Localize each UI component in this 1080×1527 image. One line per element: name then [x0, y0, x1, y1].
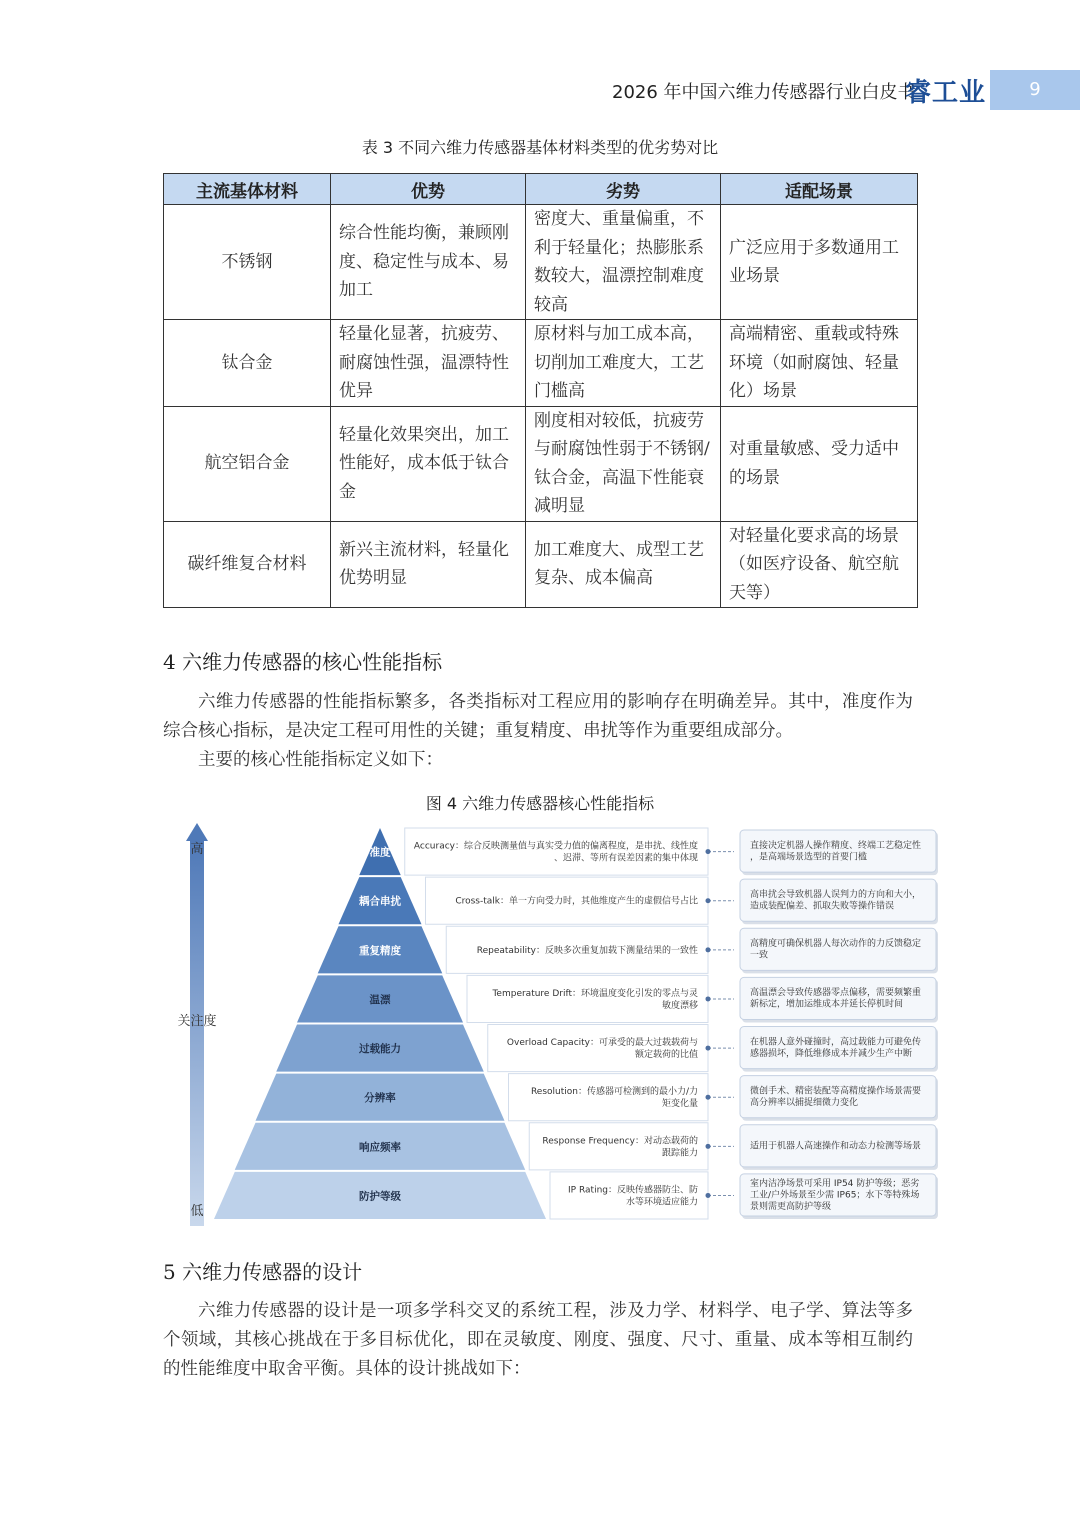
- level-definition: IP Rating：反映传感器防尘、防: [568, 1185, 698, 1196]
- table-cell: 高端精密、重载或特殊环境（如耐腐蚀、轻量化）场景: [721, 320, 918, 407]
- definition-band: [550, 1172, 708, 1219]
- level-impact: 室内洁净场景可采用 IP54 防护等级；恶劣: [750, 1178, 920, 1189]
- connector-dot: [706, 947, 711, 952]
- impact-card: [740, 1027, 936, 1069]
- table-cell: 密度大、重量偏重，不利于轻量化；热膨胀系数较大，温漂控制难度较高: [526, 205, 721, 320]
- impact-card: [740, 1076, 936, 1118]
- level-impact: 景则需更高防护等级: [750, 1201, 832, 1212]
- level-impact: 高温漂会导致传感器零点偏移，需要频繁重: [750, 988, 922, 999]
- level-impact: 适用于机器人高速操作和动态力检测等场景: [750, 1141, 922, 1152]
- table-cell: 不锈钢: [164, 205, 331, 320]
- performance-pyramid-figure: [170, 815, 950, 1230]
- section-heading: 4 六维力传感器的核心性能指标: [163, 650, 443, 674]
- table-cell: 广泛应用于多数通用工业场景: [721, 205, 918, 320]
- column-header: 适配场景: [721, 174, 918, 205]
- material-comparison-table: [163, 173, 918, 608]
- table-cell: 对轻量化要求高的场景（如医疗设备、航空航天等）: [721, 521, 918, 608]
- axis-shaft: [190, 841, 204, 1226]
- column-header: 劣势: [526, 174, 721, 205]
- impact-card: [740, 879, 936, 921]
- table-cell: 钛合金: [164, 320, 331, 407]
- level-impact: ，是高端场景选型的首要门槛: [750, 852, 868, 863]
- connector-dot: [706, 849, 711, 854]
- level-definition: Resolution：传感器可检测到的最小力/力: [530, 1087, 698, 1098]
- definition-band: [405, 828, 708, 875]
- table-caption: 表 3 不同六维力传感器基体材料类型的优劣势对比: [361, 138, 719, 157]
- axis-low-label: 低: [190, 1204, 204, 1219]
- impact-card: [740, 928, 936, 970]
- column-header: 优势: [331, 174, 526, 205]
- level-impact: 高分辨率以捕捉细微力变化: [750, 1097, 859, 1108]
- level-impact: 新标定，增加运维成本并延长停机时间: [750, 999, 904, 1010]
- paragraph: 主要的核心性能指标定义如下：: [198, 750, 443, 770]
- connector-dot: [706, 1144, 711, 1149]
- table-cell: 航空铝合金: [164, 406, 331, 521]
- level-impact: 高串扰会导致机器人误判力的方向和大小，: [750, 889, 922, 900]
- table-cell: 新兴主流材料，轻量化优势明显: [331, 521, 526, 608]
- pyramid-level: [339, 877, 939, 924]
- table-cell: 对重量敏感、受力适中的场景: [721, 406, 918, 521]
- table-header-row: [164, 174, 918, 205]
- definition-band: [529, 1123, 708, 1170]
- level-definition: 敏度漂移: [661, 1000, 698, 1011]
- table-cell: 刚度相对较低，抗疲劳与耐腐蚀性弱于不锈钢/钛合金，高温下性能衰减明显: [526, 406, 721, 521]
- table-row: [164, 205, 918, 320]
- impact-card: [740, 830, 936, 872]
- level-impact: 微创手术、精密装配等高精度操作场景需要: [750, 1086, 922, 1097]
- table-cell: 原材料与加工成本高，切削加工难度大，工艺门槛高: [526, 320, 721, 407]
- level-definition: Cross-talk：单一方向受力时，其他维度产生的虚假信号占比: [455, 896, 698, 907]
- level-impact: 感器损坏，降低维修成本并减少生产中断: [750, 1048, 913, 1059]
- pyramid-level: [235, 1123, 938, 1170]
- level-definition: Response Frequency：对动态载荷的: [542, 1136, 698, 1147]
- table-cell: 加工难度大、成型工艺复杂、成本偏高: [526, 521, 721, 608]
- column-header: 主流基体材料: [164, 174, 331, 205]
- level-definition: 、迟滞、等所有误差因素的集中体现: [553, 853, 698, 864]
- pyramid-level: [318, 926, 938, 973]
- level-name: 重复精度: [359, 944, 401, 957]
- connector-dot: [706, 1095, 711, 1100]
- definition-band: [467, 975, 708, 1022]
- axis-title: 关注度: [177, 1014, 217, 1029]
- page-number: 9: [990, 70, 1080, 110]
- table-cell: 综合性能均衡，兼顾刚度、稳定性与成本、易加工: [331, 205, 526, 320]
- level-impact: 造成装配偏差、抓取失败等操作错误: [750, 901, 895, 912]
- level-definition: Overload Capacity：可承受的最大过载载荷与: [506, 1038, 698, 1049]
- level-name: 分辨率: [364, 1092, 396, 1105]
- brand-logo: 睿工业: [905, 78, 987, 108]
- section-heading: 5 六维力传感器的设计: [163, 1260, 363, 1284]
- level-name: 准度: [369, 846, 391, 859]
- pyramid-level: [276, 1025, 938, 1072]
- pyramid-level: [359, 828, 938, 875]
- impact-card: [740, 977, 936, 1019]
- definition-band: [488, 1025, 708, 1072]
- pyramid-level: [297, 975, 938, 1022]
- level-name: 防护等级: [359, 1190, 401, 1203]
- level-name: 温漂: [369, 993, 391, 1006]
- level-impact: 一致: [750, 950, 769, 961]
- level-definition: 水等环境适应能力: [625, 1197, 698, 1208]
- paragraph: 六维力传感器的设计是一项多学科交叉的系统工程，涉及力学、材料学、电子学、算法等多个领域，其核心挑战在于多目标优化，即在灵敏度、刚度、强度、尺寸、重量、成本等相互制约的性能维度中取舍平衡。具体的设计挑战如下：: [163, 1301, 913, 1379]
- level-impact: 直接决定机器人操作精度、终端工艺稳定性: [750, 840, 922, 851]
- level-definition: 矩变化量: [661, 1099, 698, 1110]
- connector-dot: [706, 898, 711, 903]
- paragraph: 六维力传感器的性能指标繁多，各类指标对工程应用的影响存在明确差异。其中，准度作为综合核心指标，是决定工程可用性的关键；重复精度、串扰等作为重要组成部分。: [163, 692, 913, 741]
- axis-high-label: 高: [190, 842, 204, 857]
- table-row: [164, 406, 918, 521]
- level-impact: 在机器人意外碰撞时，高过载能力可避免传: [750, 1037, 922, 1048]
- figure-caption: 图 4 六维力传感器核心性能指标: [425, 794, 655, 813]
- level-name: 耦合串扰: [359, 895, 401, 908]
- connector-dot: [706, 1193, 711, 1198]
- connector-dot: [706, 1046, 711, 1051]
- level-impact: 工业/户外场景至少需 IP65；水下等特殊场: [750, 1190, 920, 1201]
- level-name: 过载能力: [359, 1043, 401, 1056]
- axis-arrowhead: [186, 823, 208, 841]
- table-row: [164, 521, 918, 608]
- header-title: 2026 年中国六维力传感器行业白皮书: [612, 82, 916, 103]
- pyramid-level: [214, 1172, 938, 1219]
- level-definition: Repeatability：反映多次重复加载下测量结果的一致性: [476, 945, 698, 956]
- level-impact: 高精度可确保机器人每次动作的力反馈稳定: [750, 939, 922, 950]
- level-definition: Accuracy：综合反映测量值与真实受力值的偏离程度，是串扰、线性度: [413, 841, 698, 852]
- table-cell: 轻量化效果突出，加工性能好，成本低于钛合金: [331, 406, 526, 521]
- level-definition: Temperature Drift：环境温度变化引发的零点与灵: [492, 988, 698, 999]
- table-cell: 碳纤维复合材料: [164, 521, 331, 608]
- table-cell: 轻量化显著，抗疲劳、耐腐蚀性强，温漂特性优异: [331, 320, 526, 407]
- level-definition: 额定载荷的比值: [634, 1050, 698, 1061]
- level-name: 响应频率: [359, 1141, 401, 1154]
- table-row: [164, 320, 918, 407]
- level-definition: 跟踪能力: [661, 1148, 698, 1159]
- pyramid-level: [256, 1074, 939, 1121]
- connector-dot: [706, 996, 711, 1001]
- definition-band: [509, 1074, 709, 1121]
